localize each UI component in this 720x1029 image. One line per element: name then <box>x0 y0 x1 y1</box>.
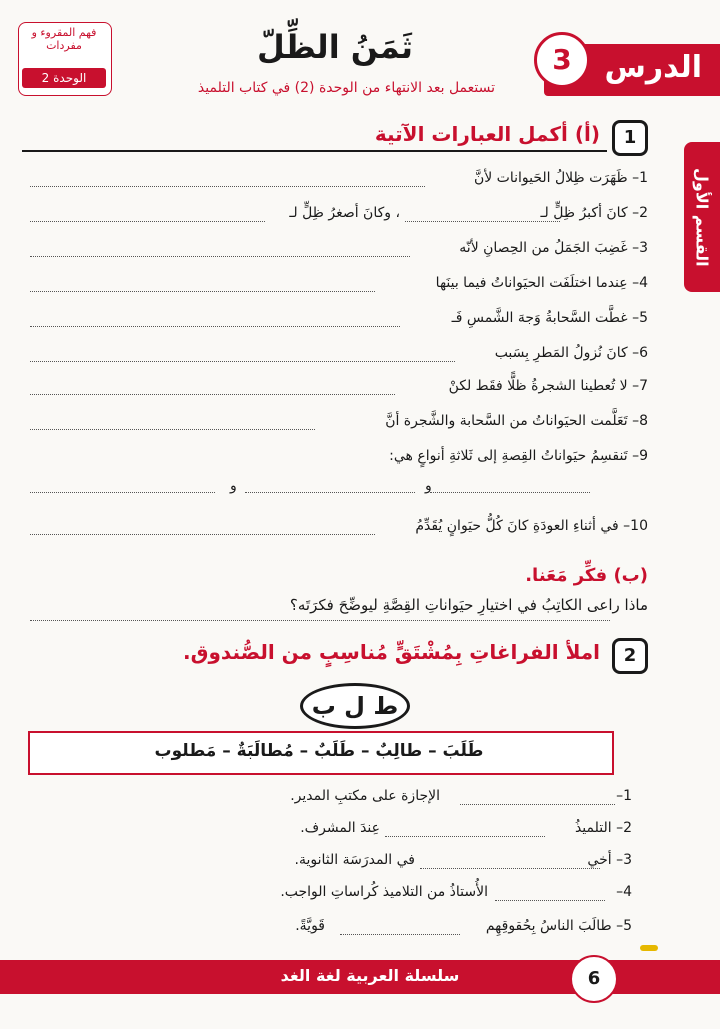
lesson-number-badge: 3 <box>534 32 590 88</box>
answer-line[interactable] <box>30 291 375 292</box>
answer-line[interactable] <box>30 221 265 222</box>
exercise-item: 2– كانَ أكبرُ ظِلٍّ لـ <box>540 205 648 221</box>
answer-line[interactable] <box>30 492 215 493</box>
exercise-item-continuation: ، وكانَ أصغرُ ظِلٍّ لـ <box>289 205 400 221</box>
fill-item-number: 3– أخي <box>587 852 632 868</box>
exercise-item: 6– كانَ نُزولُ المَطرِ بِسَبب <box>494 345 648 361</box>
list-separator: و <box>425 478 432 494</box>
side-tab-label: القسم الأول <box>692 167 712 267</box>
answer-line[interactable] <box>495 900 605 901</box>
exercise-item: 1– ظَهَرَت ظِلالُ الحَيوانات لأنَّ <box>473 170 648 186</box>
question-text: ماذا راعى الكاتِبُ في اختيارِ حيَواناتِ القِصَّةِ ليوضِّحَ فكرَتَه؟ <box>289 596 648 614</box>
exercise-item: 5– غطَّت السَّحابةُ وَجهَ الشَّمسِ فَـ <box>451 310 648 326</box>
exercise-item: 9– تَنقسِمُ حيَواناتُ القِصةِ إلى ثَلاثةِ أنواعٍ هي: <box>389 448 648 464</box>
answer-line[interactable] <box>30 326 400 327</box>
skill-tag: فهم المقروء و مفردات <box>31 26 97 52</box>
answer-line[interactable] <box>30 534 375 535</box>
answer-line[interactable] <box>30 394 395 395</box>
fill-item-text: الأُستاذُ من التلاميذ كُراساتِ الواجب. <box>280 884 488 900</box>
answer-line[interactable] <box>30 361 455 362</box>
page-number: 6 <box>570 955 618 1003</box>
lesson-label: الدرس <box>604 50 702 85</box>
answer-line[interactable] <box>245 492 415 493</box>
fill-item-text: الإجازة على مكتبِ المدير. <box>290 788 440 804</box>
section-number-badge: 1 <box>612 120 648 156</box>
fill-item-number: 4– <box>616 884 632 900</box>
section-number-badge: 2 <box>612 638 648 674</box>
answer-line[interactable] <box>30 620 610 621</box>
answer-line[interactable] <box>340 934 460 935</box>
section-divider <box>22 150 607 152</box>
answer-line[interactable] <box>30 186 425 187</box>
fill-item-number: 1– <box>616 788 632 804</box>
exercise-item: 3– غَضِبَ الجَمَلُ من الحِصانِ لأنّه <box>459 240 648 256</box>
section-title: املأ الفراغاتِ بِمُشْتَقٍّ مُناسِبٍ من الصُّندوق. <box>182 640 600 664</box>
word-bank: طَلَبَ – طالِبٌ – طَلَبٌ – مُطالَبَةٌ – مَطلوب <box>154 741 484 761</box>
answer-line[interactable] <box>430 492 590 493</box>
page-title: ثَمَنُ الظِّلّ <box>256 28 414 66</box>
section-title: (ب) فكِّر مَعَنا. <box>525 565 648 586</box>
section-title: (أ) أكمل العبارات الآتية <box>374 122 600 146</box>
publisher-logo <box>640 945 658 951</box>
answer-line[interactable] <box>30 256 410 257</box>
exercise-item: 4– عِندما اختلَفَت الحيَواناتُ فيما بينَها <box>435 275 648 291</box>
root-letters-oval: ط ل ب <box>300 683 410 729</box>
fill-item-text: عِندَ المشرف. <box>300 820 380 836</box>
unit-label: الوحدة 2 <box>22 68 106 88</box>
fill-item-text: قَويَّةً. <box>295 918 325 934</box>
fill-item-number: 5– طالَبَ الناسُ بِحُقوقِهِم <box>485 918 632 934</box>
series-title: سلسلة العربية لغة الغد <box>280 966 460 985</box>
answer-line[interactable] <box>405 221 560 222</box>
answer-line[interactable] <box>460 804 615 805</box>
answer-line[interactable] <box>385 836 545 837</box>
page-subtitle: تستعمل بعد الانتهاء من الوحدة (2) في كتاب التلميذ <box>197 80 495 96</box>
exercise-item: 10– في أثناءِ العودَةِ كانَ كُلُّ حيَوانٍ يُقَدِّمُ <box>415 518 648 534</box>
fill-item-text: في المدرَسَة الثانوية. <box>294 852 415 868</box>
exercise-item: 8– تَعَلَّمت الحيَواناتُ من السَّحابة والشَّجرة أنَّ <box>385 413 648 429</box>
answer-line[interactable] <box>30 429 315 430</box>
answer-line[interactable] <box>420 868 600 869</box>
fill-item-number: 2– التلميذُ <box>574 820 632 836</box>
list-separator: و <box>230 478 237 494</box>
exercise-item: 7– لا تُعطينا الشجرةُ ظلًّا فقَط لكنْ <box>448 378 648 394</box>
